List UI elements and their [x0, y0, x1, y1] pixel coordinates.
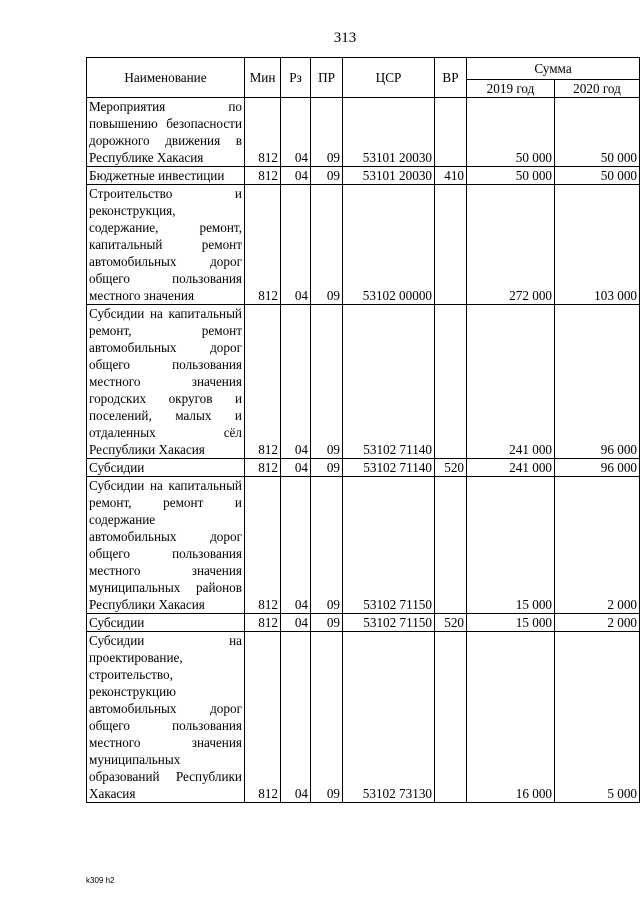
cell-amount-2019: 241 000 — [467, 459, 555, 477]
cell-csr: 53101 20030 — [343, 98, 435, 167]
cell-amount-2020: 103 000 — [555, 185, 640, 305]
cell-vr: 410 — [435, 167, 467, 185]
budget-table — [86, 57, 640, 803]
cell-amount-2019: 15 000 — [467, 477, 555, 614]
cell-csr: 53102 71150 — [343, 477, 435, 614]
page-number: 313 — [333, 30, 357, 46]
cell-min: 812 — [245, 477, 281, 614]
cell-pr: 09 — [311, 185, 343, 305]
cell-amount-2020: 2 000 — [555, 614, 640, 632]
cell-amount-2020: 96 000 — [555, 305, 640, 459]
cell-min: 812 — [245, 167, 281, 185]
cell-name: Бюджетные инвестиции — [87, 167, 245, 185]
header-year-2020: 2020 год — [555, 80, 640, 98]
cell-vr: 520 — [435, 614, 467, 632]
cell-min: 812 — [245, 459, 281, 477]
cell-rz: 04 — [281, 167, 311, 185]
cell-amount-2019: 241 000 — [467, 305, 555, 459]
cell-rz: 04 — [281, 185, 311, 305]
table-row — [87, 614, 640, 632]
header-min: Мин — [245, 58, 281, 98]
table-row — [87, 98, 640, 167]
cell-pr: 09 — [311, 459, 343, 477]
header-year-2019: 2019 год — [467, 80, 555, 98]
cell-pr: 09 — [311, 614, 343, 632]
cell-amount-2019: 50 000 — [467, 98, 555, 167]
table-row — [87, 167, 640, 185]
cell-min: 812 — [245, 632, 281, 803]
table-body — [87, 98, 640, 803]
cell-vr — [435, 632, 467, 803]
cell-rz: 04 — [281, 98, 311, 167]
cell-pr: 09 — [311, 632, 343, 803]
cell-csr: 53102 73130 — [343, 632, 435, 803]
cell-amount-2020: 2 000 — [555, 477, 640, 614]
cell-name: Мероприятия по повышению безопасности дорожного движения в Республике Хакасия — [87, 98, 245, 167]
cell-amount-2019: 50 000 — [467, 167, 555, 185]
cell-amount-2020: 50 000 — [555, 167, 640, 185]
cell-rz: 04 — [281, 305, 311, 459]
cell-amount-2019: 15 000 — [467, 614, 555, 632]
table-row — [87, 185, 640, 305]
header-rz: Рз — [281, 58, 311, 98]
cell-vr — [435, 305, 467, 459]
cell-amount-2019: 16 000 — [467, 632, 555, 803]
cell-min: 812 — [245, 185, 281, 305]
cell-vr — [435, 185, 467, 305]
cell-amount-2020: 5 000 — [555, 632, 640, 803]
cell-vr — [435, 98, 467, 167]
table-row — [87, 459, 640, 477]
cell-csr: 53101 20030 — [343, 167, 435, 185]
cell-min: 812 — [245, 98, 281, 167]
cell-amount-2020: 50 000 — [555, 98, 640, 167]
header-pr: ПР — [311, 58, 343, 98]
cell-min: 812 — [245, 305, 281, 459]
cell-name: Субсидии на капитальный ремонт, ремонт и содержание автомобильных дорог общего пользования местного значения муниципальных районов Республики Хакасия — [87, 477, 245, 614]
cell-name: Субсидии на проектирование, строительство, реконструкцию автомобильных дорог общего пользования местного значения муниципальных образований Республики Хакасия — [87, 632, 245, 803]
cell-vr: 520 — [435, 459, 467, 477]
table-row — [87, 477, 640, 614]
cell-rz: 04 — [281, 459, 311, 477]
cell-rz: 04 — [281, 632, 311, 803]
table-row — [87, 305, 640, 459]
cell-vr — [435, 477, 467, 614]
cell-name: Строительство и реконструкция, содержание, ремонт, капитальный ремонт автомобильных дорог общего пользования местного значения — [87, 185, 245, 305]
table-row — [87, 632, 640, 803]
cell-pr: 09 — [311, 477, 343, 614]
cell-pr: 09 — [311, 305, 343, 459]
cell-rz: 04 — [281, 477, 311, 614]
cell-rz: 04 — [281, 614, 311, 632]
header-sum: Сумма — [467, 58, 640, 80]
cell-amount-2019: 272 000 — [467, 185, 555, 305]
header-name: Наименование — [87, 58, 245, 98]
header-vr: ВР — [435, 58, 467, 98]
cell-min: 812 — [245, 614, 281, 632]
cell-name: Субсидии — [87, 459, 245, 477]
cell-csr: 53102 71150 — [343, 614, 435, 632]
cell-amount-2020: 96 000 — [555, 459, 640, 477]
cell-csr: 53102 00000 — [343, 185, 435, 305]
cell-pr: 09 — [311, 98, 343, 167]
header-csr: ЦСР — [343, 58, 435, 98]
cell-pr: 09 — [311, 167, 343, 185]
footer-code: k309 h2 — [86, 876, 115, 885]
cell-name: Субсидии — [87, 614, 245, 632]
cell-csr: 53102 71140 — [343, 305, 435, 459]
cell-name: Субсидии на капитальный ремонт, ремонт автомобильных дорог общего пользования местного значения городских округов и поселений, малых и отдаленных сёл Республики Хакасия — [87, 305, 245, 459]
cell-csr: 53102 71140 — [343, 459, 435, 477]
